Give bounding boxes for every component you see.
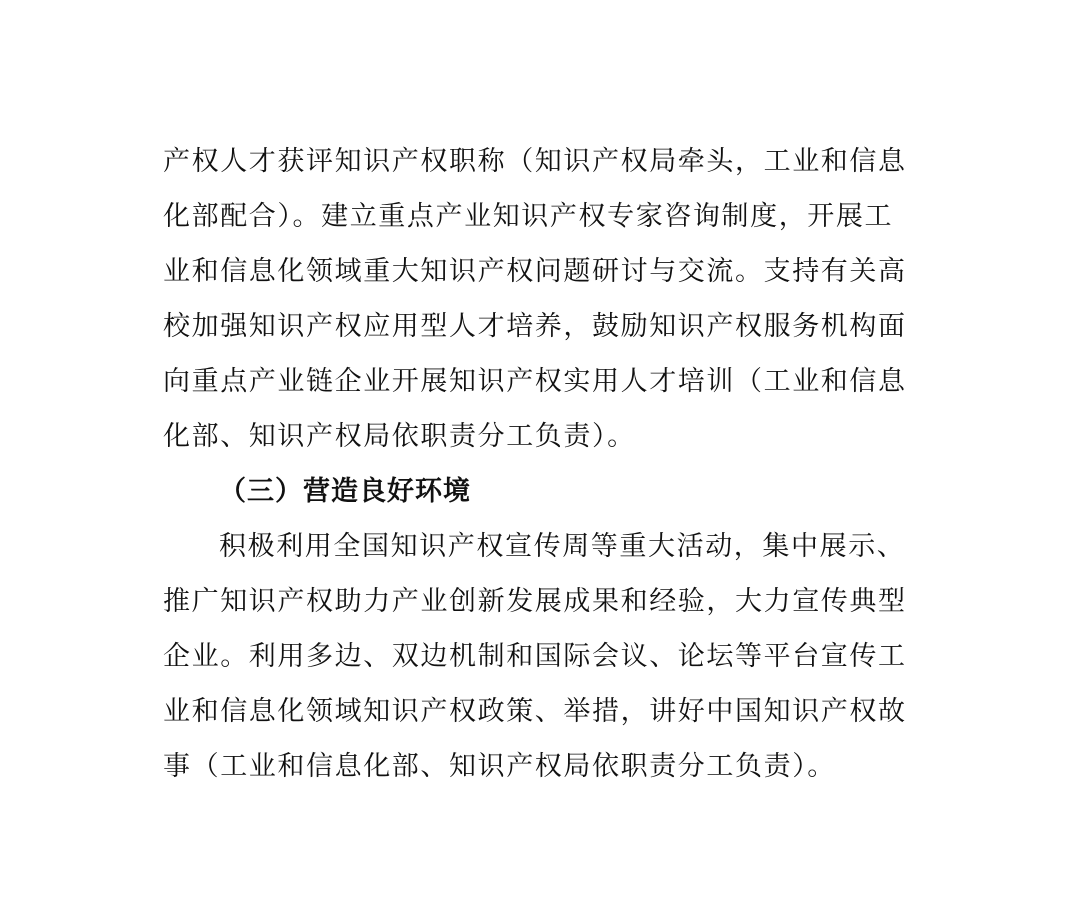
section-heading: （三）营造良好环境 bbox=[219, 476, 471, 507]
document-body bbox=[163, 134, 923, 794]
section-paragraph-line: 事（工业和信息化部、知识产权局依职责分工负责）。 bbox=[163, 751, 836, 782]
paragraph-line: 化部、知识产权局依职责分工负责）。 bbox=[163, 421, 636, 452]
section-paragraph-line: 企业。利用多边、双边机制和国际会议、论坛等平台宣传工 bbox=[163, 641, 907, 672]
paragraph-line: 化部配合）。建立重点产业知识产权专家咨询制度，开展工 bbox=[163, 201, 894, 232]
paragraph-line: 校加强知识产权应用型人才培养，鼓励知识产权服务机构面 bbox=[163, 311, 907, 342]
section-paragraph-line: 积极利用全国知识产权宣传周等重大活动，集中展示、 bbox=[219, 531, 906, 562]
section-paragraph-line: 业和信息化领域知识产权政策、举措，讲好中国知识产权故 bbox=[163, 696, 907, 727]
paragraph-line: 业和信息化领域重大知识产权问题研讨与交流。支持有关高 bbox=[163, 256, 907, 287]
paragraph-line: 产权人才获评知识产权职称（知识产权局牵头，工业和信息 bbox=[163, 146, 907, 177]
section-paragraph-line: 推广知识产权助力产业创新发展成果和经验，大力宣传典型 bbox=[163, 586, 907, 617]
paragraph-line: 向重点产业链企业开展知识产权实用人才培训（工业和信息 bbox=[163, 366, 907, 397]
